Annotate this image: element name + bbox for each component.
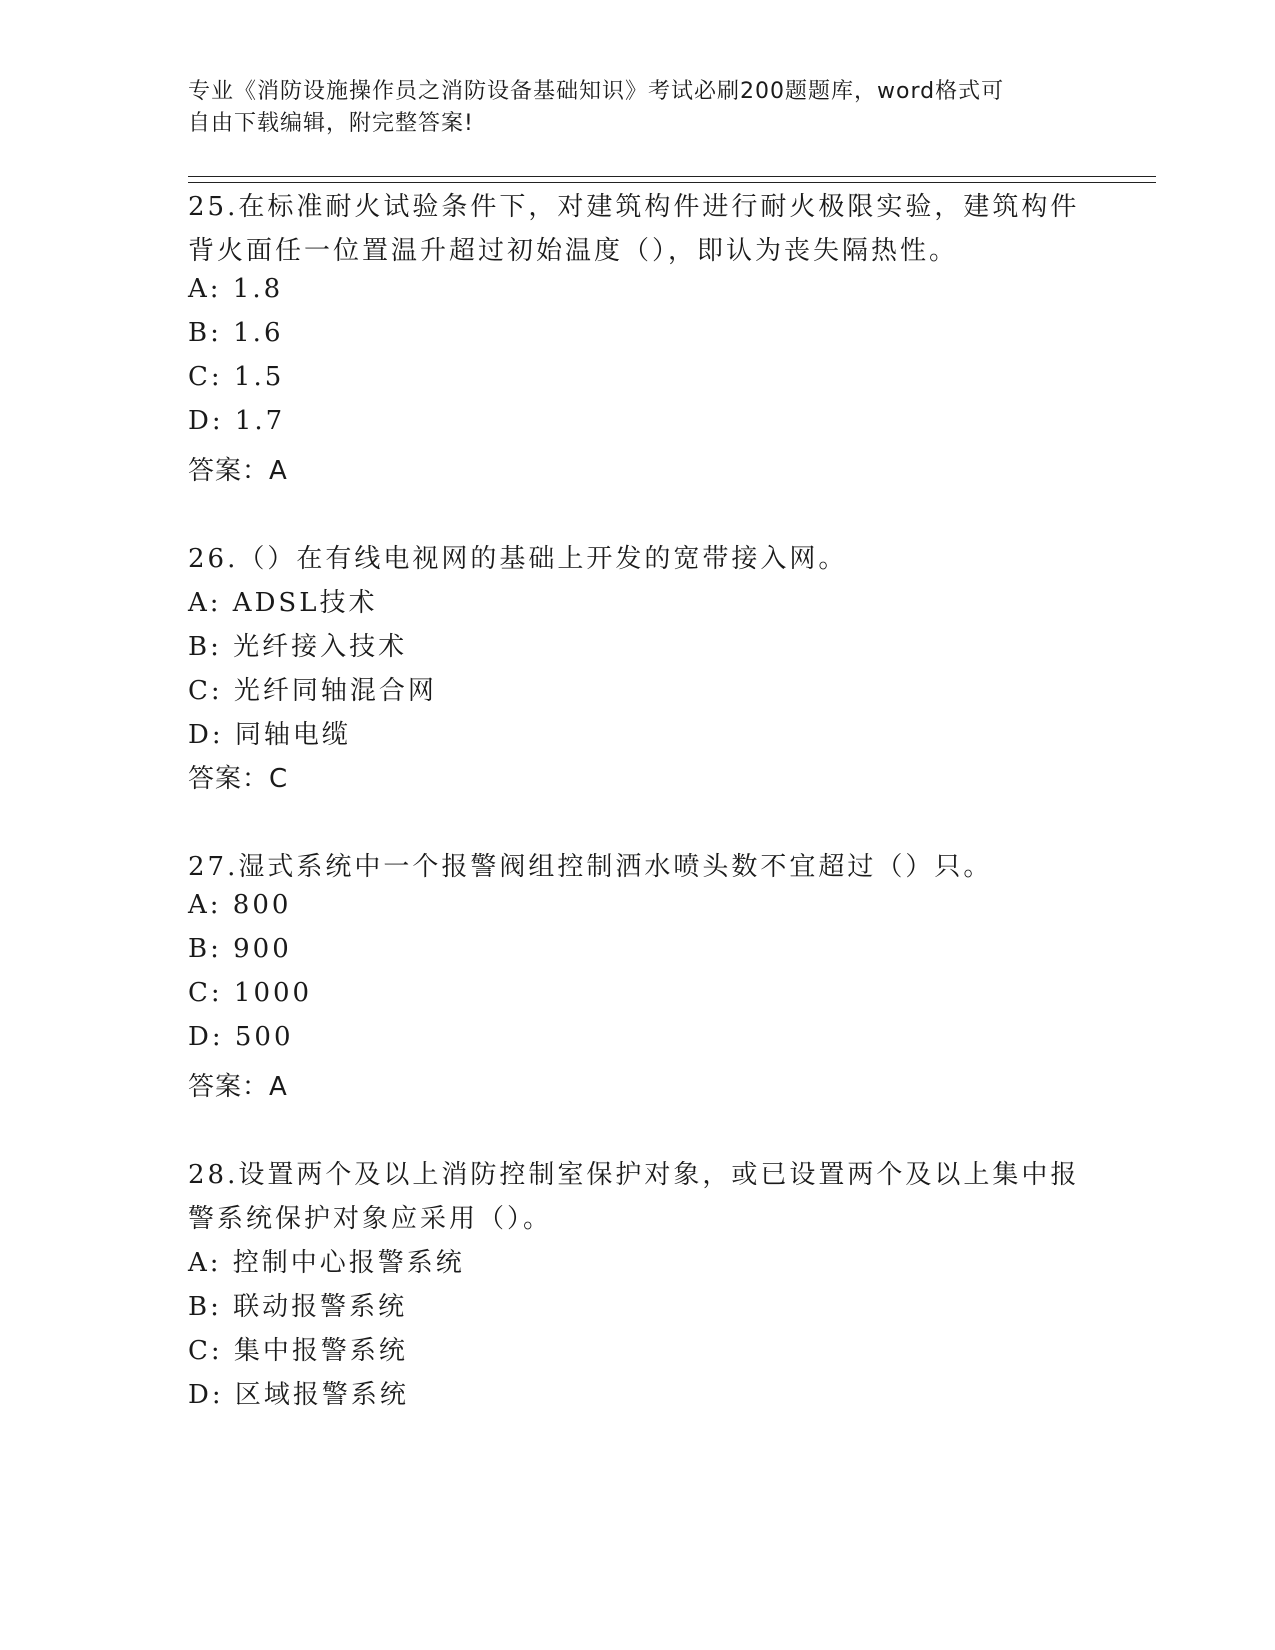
question-25-option-c: C: 1.5 xyxy=(188,362,285,392)
question-25-option-d: D: 1.7 xyxy=(188,406,286,436)
header-line-1: 专业《消防设施操作员之消防设备基础知识》考试必刷200题题库，word格式可 xyxy=(188,79,1005,104)
question-28-stem-line-1: 28.设置两个及以上消防控制室保护对象，或已设置两个及以上集中报 xyxy=(188,1160,1080,1190)
header-divider-top xyxy=(188,176,1156,177)
header-divider-bottom xyxy=(188,182,1156,183)
question-28-option-b: B: 联动报警系统 xyxy=(188,1292,408,1322)
question-28-stem-line-2: 警系统保护对象应采用（）。 xyxy=(188,1204,553,1234)
question-25-stem-line-1: 25.在标准耐火试验条件下，对建筑构件进行耐火极限实验，建筑构件 xyxy=(188,192,1080,222)
document-header xyxy=(188,76,1068,140)
question-28-option-a: A: 控制中心报警系统 xyxy=(188,1248,465,1278)
question-27-answer: 答案：A xyxy=(188,1072,288,1102)
question-27-option-d: D: 500 xyxy=(188,1022,294,1052)
question-27-option-c: C: 1000 xyxy=(188,978,313,1008)
question-26-answer: 答案：C xyxy=(188,764,289,794)
question-26-option-d: D: 同轴电缆 xyxy=(188,720,351,750)
question-26-option-a: A: ADSL技术 xyxy=(188,588,378,618)
question-28-option-d: D: 区域报警系统 xyxy=(188,1380,409,1410)
question-25-option-a: A: 1.8 xyxy=(188,274,284,304)
question-25-stem-line-2: 背火面任一位置温升超过初始温度（），即认为丧失隔热性。 xyxy=(188,236,959,266)
question-25-answer: 答案：A xyxy=(188,456,288,486)
question-26-option-c: C: 光纤同轴混合网 xyxy=(188,676,437,706)
question-28-option-c: C: 集中报警系统 xyxy=(188,1336,408,1366)
question-27-option-b: B: 900 xyxy=(188,934,292,964)
question-26-stem-line-1: 26.（）在有线电视网的基础上开发的宽带接入网。 xyxy=(188,544,848,574)
question-27-stem-line-1: 27.湿式系统中一个报警阀组控制洒水喷头数不宜超过（）只。 xyxy=(188,852,993,882)
question-25-option-b: B: 1.6 xyxy=(188,318,284,348)
question-27-option-a: A: 800 xyxy=(188,890,292,920)
header-line-2: 自由下载编辑，附完整答案! xyxy=(188,111,474,136)
question-26-option-b: B: 光纤接入技术 xyxy=(188,632,408,662)
